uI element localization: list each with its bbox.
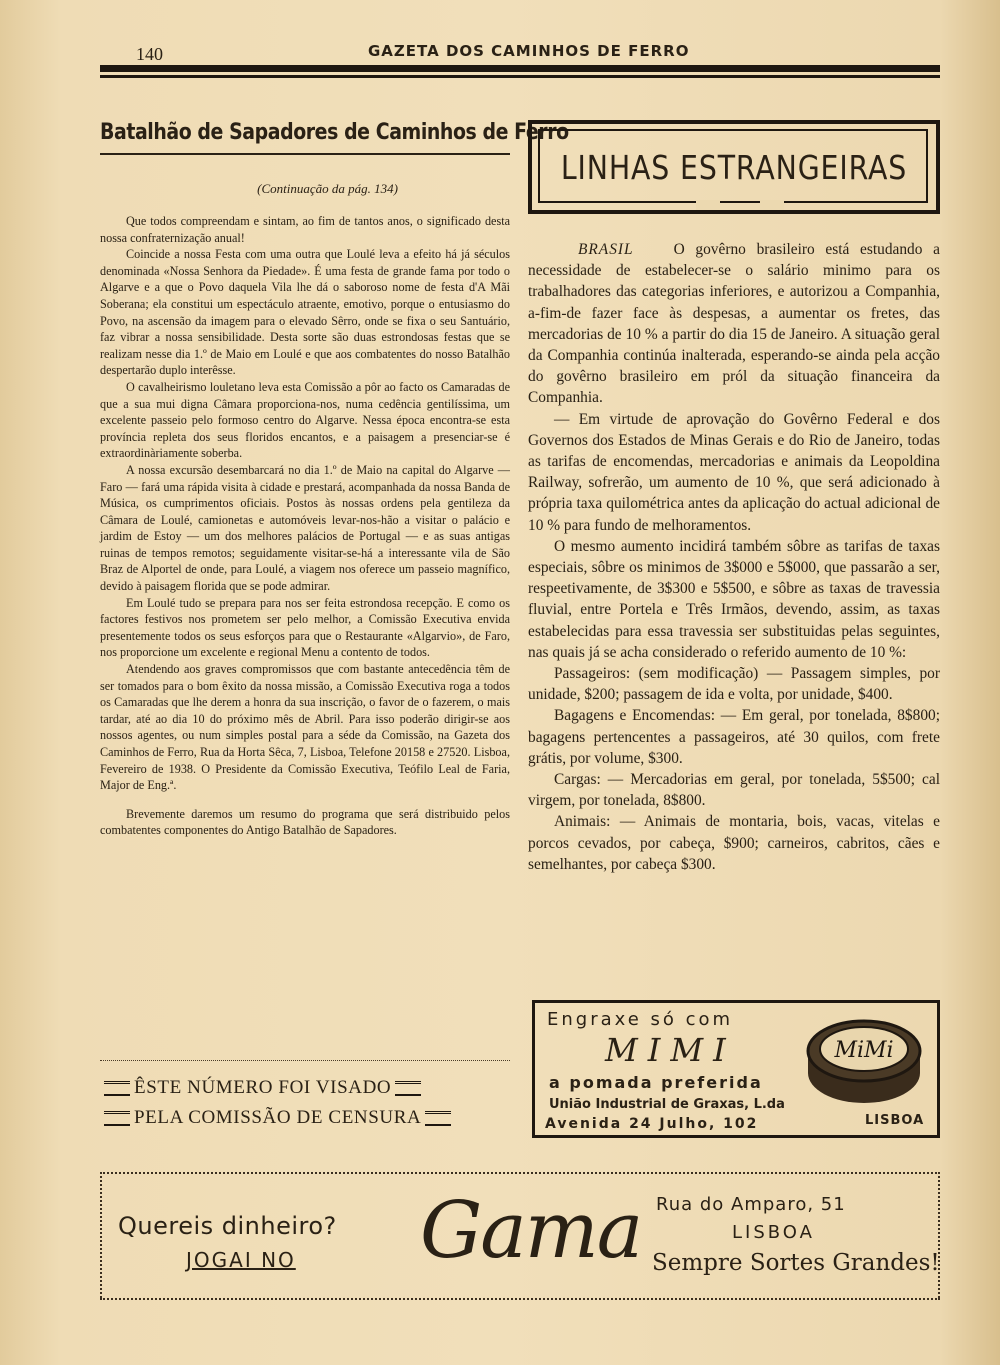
bars-ornament: [104, 1111, 130, 1126]
bars-ornament: [395, 1081, 421, 1096]
country-label: BRASIL: [578, 241, 634, 258]
journal-title: GAZETA DOS CAMINHOS DE FERRO: [368, 42, 690, 60]
gama-address: Rua do Amparo, 51: [656, 1194, 846, 1215]
page-number: 140: [136, 44, 163, 64]
ad-company: União Industrial de Graxas, L.da: [549, 1097, 785, 1112]
paragraph: Animais: — Animais de montaria, bois, vacas, vitelas e porcos cevados, por cabeça, $900; carneiros, cabritos, cães e semelhantes, por cabeça $300.: [528, 813, 940, 873]
title-rule: [100, 153, 510, 155]
paragraph: Em Loulé tudo se prepara para nos ser feita estrondosa recepção. E como os factores festivos nos prometem ser pelo melhor, a Comissão Executiva envida presentemente todos os seus esforços para que o Restaurante «Algarvio», de Faro, nos proporcione um excelente e regional Menu a contento de todos.: [100, 595, 510, 660]
header-rule-thick: [100, 65, 940, 72]
bars-ornament: [104, 1081, 130, 1096]
ad-slogan: a pomada preferida: [549, 1073, 763, 1092]
gama-slogan: Sempre Sortes Grandes!: [652, 1250, 940, 1276]
right-column: [528, 120, 940, 875]
paragraph: A nossa excursão desembarcará no dia 1.º de Maio na capital do Algarve — Faro — fará uma rápida visita à cidade e prestará, acompanhada da nossa Banda de Música, os cumprimentos oficiais. Postos às nossas ordens pela gentileza da Câmara de Loulé, camionetas e automóveis levar-nos-hão a visitar o palácio e jardim de Estoy — um dos melhores palácios de Portugal — e as suas antigas ruinas de tempos remotos; seguidamente visitar-se-há a interessante vila de São Braz de Alportel de onde, para Loulé, a viagem nos oferece um passeio magnífico, devido à paisagem florida que se pode admirar.: [100, 462, 510, 594]
censorship-row-1: [100, 1073, 510, 1103]
gama-left-line-1: Quereis dinheiro?: [118, 1212, 337, 1240]
censorship-row-2: [100, 1103, 510, 1133]
section-title-box: [528, 120, 940, 215]
ad-line-1: Engraxe só com: [547, 1009, 734, 1030]
left-column: [100, 120, 569, 839]
paragraph: Cargas: — Mercadorias em geral, por tonelada, 5$500; cal virgem, por tonelada, 8$800.: [528, 771, 940, 810]
paragraph: Brevemente daremos um resumo do programa que será distribuido pelos combatentes componentes do Antigo Batalhão de Sapadores.: [100, 806, 510, 838]
mimi-advertisement: [532, 1000, 940, 1138]
continuation-note: (Continuação da pág. 134): [257, 181, 398, 196]
foreign-news-body: [528, 239, 940, 875]
polish-tin-icon: [803, 1013, 925, 1109]
censorship-notice: [100, 1060, 510, 1133]
gama-advertisement: [100, 1172, 940, 1300]
censorship-line-2: PELA COMISSÃO DE CENSURA: [134, 1107, 422, 1128]
gama-city: LISBOA: [732, 1222, 815, 1243]
paragraph: Que todos compreendam e sintam, ao fim de tantos anos, o significado desta nossa confraternização anual!: [100, 214, 510, 245]
paragraph: O cavalheirismo louletano leva esta Comissão a pôr ao facto os Camaradas de que a sua mui digna Câmara proporciona-nos, numa cedência gentilíssima, um excelente passeio pelo formoso centro do Algarve. Nessa época encontra-se esta província repleta dos seus floridos encantos, e a paisagem a presenciar-se é extraordinàriamente soberba.: [100, 379, 510, 461]
paragraph: Atendendo aos graves compromissos que com bastante antecedência têm de ser tomados para o bom êxito da nossa missão, a Comissão Executiva roga a todos os Camaradas que lhe derem a honra da sua inscrição, o favor de o fazerem, o mais tardar, até ao dia 10 do próximo mês de Abril. Para isso poderão dirigir-se aos nossos agentes, ou num simples postal para a séde da Comissão, na Gazeta dos Caminhos de Ferro, Rua da Horta Sêca, 7, Lisboa, Telefone 20158 e 27520. Lisboa, Fevereiro de 1938. O Presidente da Comissão Executiva, Teófilo Leal de Faria, Major de Eng.ª.: [100, 662, 510, 793]
frame-gap: [696, 200, 720, 210]
paragraph: Bagagens e Encomendas: — Em geral, por tonelada, 8$800; bagagens pertencentes a passageiros, até 30 quilos, com frete grátis, por volume, $300.: [528, 707, 940, 767]
ad-city: LISBOA: [865, 1113, 925, 1128]
paragraph: O mesmo aumento incidirá também sôbre as tarifas de taxas especiais, sôbre os minimos de 3$000 e 5$000, que passarão a ser, respeetivamente, de 3$300 e 5$500, e sôbre as taxas de travessia fluvial, entre Portela e Três Irmãos, devendo, assim, as taxas estabelecidas para essa travessia ser substituidas pelas seguintes, nas quais já se acha considerado o referido aumento de 10 %:: [528, 537, 940, 661]
paragraph: Passageiros: (sem modificação) — Passagem simples, por unidade, $200; passagem de ida e volta, por unidade, $400.: [528, 665, 940, 704]
frame-gap: [760, 200, 784, 210]
gama-left-line-2: JOGAI NO: [186, 1248, 296, 1272]
page-header: [100, 38, 940, 62]
bars-ornament: [425, 1111, 451, 1126]
censorship-line-1: ÊSTE NÚMERO FOI VISADO: [134, 1077, 392, 1098]
ad-brand: MIMI: [605, 1031, 736, 1069]
header-rule-thin: [100, 75, 940, 78]
gama-brand: Gama: [420, 1186, 642, 1276]
tin-label: MiMi: [834, 1038, 894, 1063]
ad-address: Avenida 24 Julho, 102: [545, 1116, 759, 1132]
article-body: [100, 213, 510, 839]
article-title: Batalhão de Sapadores de Caminhos de Ferro: [100, 120, 569, 145]
paragraph: Coincide a nossa Festa com uma outra que Loulé leva a efeito há já séculos denominada «Nossa Senhora da Piedade». É uma festa de grande fama por todo o Algarve e a que o Povo daquela Vila lhe dá o saboroso nome de festa d'A Mãi Soberana; ela constitui um espectáculo atraente, emotivo, porque o entusiasmo do Povo, na ascensão da imagem para o elevado Sêrro, onde se fixa o seu Santuário, faz vibrar a nossa sensibilidade. Desta sorte são duas estrondosas festas que se realizam nesse dia 1.º de Maio em Loulé e que aos combatentes do nosso Batalhão despertarão duplo interêsse.: [100, 247, 510, 378]
paragraph: — Em virtude de aprovação do Govêrno Federal e dos Governos dos Estados de Minas Gerais e do Rio de Janeiro, todas as tarifas de encomendas, mercadorias e animais da Leopoldina Railway, sofrerão, um aumento de 10 %, que será adicionado à própria taxa quilométrica antes da aplicação do actual adicional de 10 % para fundo de melhoramentos.: [528, 410, 940, 534]
section-title: LINHAS ESTRANGEIRAS: [560, 148, 908, 187]
paragraph: BRASIL O govêrno brasileiro está estudando a necessidade de estabelecer-se o salário minimo para os trabalhadores das categorias inferiores, e autorizou a Companhia, a-fim-de fazer face às despesas, a aumentar os fretes, das mercadorias de 10 % a partir do dia 15 de Janeiro. A situação geral da Companhia continúa inalterada, esperando-se ainda pela acção do govêrno brasileiro em pról da situação financeira da Companhia.: [528, 241, 940, 407]
